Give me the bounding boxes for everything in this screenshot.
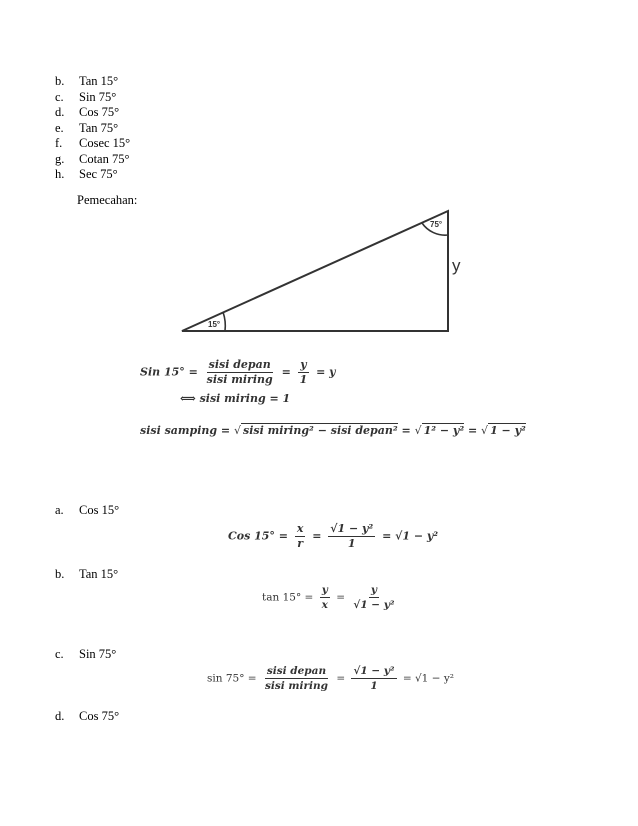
equation-tan15: tan 15° = $\frac{y}{x}$ = $\frac{y}{\text{√1 − y²}}$: [262, 584, 395, 611]
equation-sin15: Sin 15° = $\frac{\text{sisi depan}}{\text{sisi miring}}$ = $\frac{y}{1}$ = y: [140, 358, 336, 386]
radical-sign: √: [414, 424, 422, 437]
radical-sign: √: [481, 424, 489, 437]
list-item: d. Cos 75°: [55, 105, 120, 119]
triangle-diagram: [170, 205, 470, 340]
part-a-title: a. Cos 15°: [55, 503, 120, 517]
list-item: e. Tan 75°: [55, 120, 119, 135]
angle-label-top: 75°: [430, 220, 443, 229]
list-item: f. Cosec 15°: [55, 136, 131, 150]
equation-hypotenuse: ⟺ sisi miring = 1: [180, 392, 291, 405]
angle-arc-bottom: [223, 312, 225, 331]
fraction: $\frac{y}{1}$: [299, 358, 308, 386]
fraction: $\frac{\text{sisi depan}}{\text{sisi miring}}$: [206, 358, 273, 386]
part-b-title: b. Tan 15°: [55, 567, 119, 581]
triangle-shape: [182, 211, 448, 331]
part-d-title: d. Cos 75°: [55, 709, 120, 723]
solution-heading: Pemecahan:: [77, 193, 138, 207]
radical-sign: √: [233, 424, 241, 437]
part-c-title: c. Sin 75°: [55, 647, 117, 661]
equation-sin75: sin 75° = $\frac{\text{sisi depan}}{\text{sisi miring}}$ = $\frac{\text{√1 − y²}}{1}$ = √1 − y²: [207, 665, 454, 692]
equation-adjacent: sisi samping = √ sisi miring² − sisi depan² = √ 1² − y² = √ 1 − y²: [140, 424, 526, 437]
list-item: b. Tan 15°: [55, 74, 119, 88]
list-item: g. Cotan 75°: [55, 151, 130, 166]
list-item: c. Sin 75°: [55, 89, 117, 104]
list-item: h. Sec 75°: [55, 167, 118, 181]
angle-label-bottom: 15°: [208, 320, 221, 329]
question-list: [55, 74, 130, 183]
side-label: y: [452, 256, 461, 275]
equation-cos15: Cos 15° = $\frac{x}{r}$ = $\frac{\text{√1 − y²}}{1}$ = √1 − y²: [228, 522, 439, 550]
